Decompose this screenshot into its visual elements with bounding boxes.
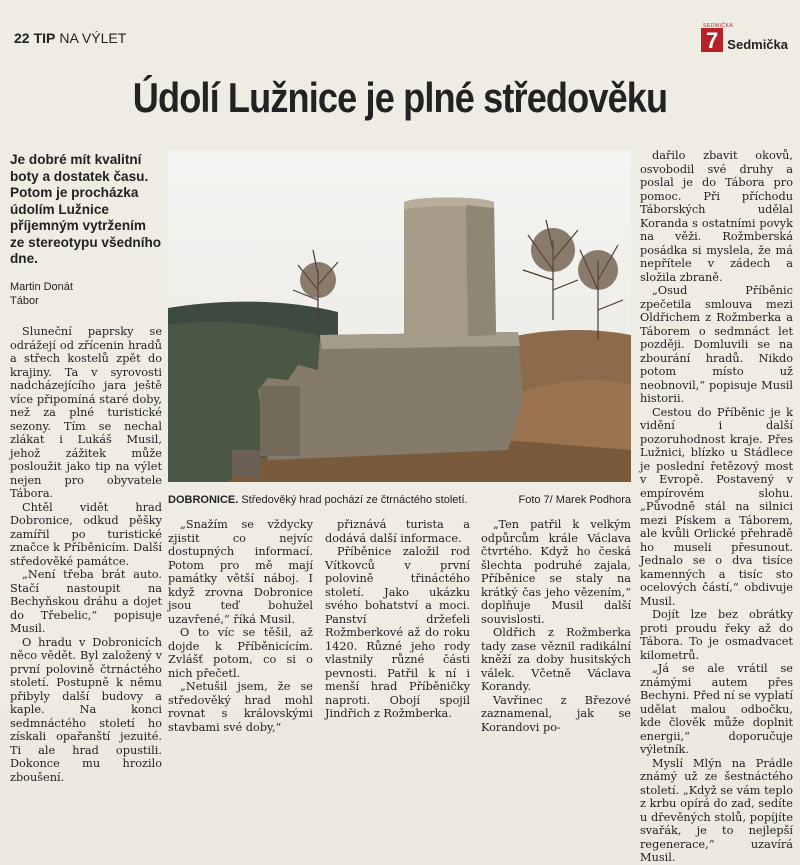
article-lead: Je dobré mít kvalitní boty a dostatek času. Potom je procházka údolím Lužnice příjemným vytržením ze stereotypu všedního dne. [10, 152, 162, 266]
castle-photo-illustration [168, 150, 631, 482]
paragraph: Cestou do Příběnic je k vidění i další pozoruhodnost kraje. Přes Lužnici, blízko u Stádlece je poslední řetězový most v Evropě. Postavený v empírovém slohu. „Původně stál na silnici mezi Pískem a Táborem, ale kvůli Orlické přehradě ho museli přesunout. Jednalo se o dva tisíce kamenných a tisíc sto ocelových částí,“ obdivuje Musil. [640, 405, 793, 608]
paragraph: „Není třeba brát auto. Stačí nastoupit na Bechyňskou dráhu a dojet do Třebelic,“ popisuje Musil. [10, 568, 162, 635]
column-5 [640, 149, 793, 865]
photo-caption [168, 494, 631, 506]
brand-number: 7 [701, 28, 723, 52]
paragraph: přiznává turista a dodává další informace. [325, 518, 470, 545]
brand-logo [701, 23, 788, 53]
page-number: 22 [14, 30, 30, 46]
paragraph: „Netušil jsem, že se středověký hrad mohl rovnat s královskými stavbami své doby,“ [168, 680, 313, 734]
paragraph: Sluneční paprsky se odrážejí od zřícenin hradů a střech kostelů zpět do krajiny. Ta v syrovosti nadcházejícího jara ještě více připomíná staré doby, než za plné turistické sezony. Tím se nechal zlákat i Lukáš Musil, jehož zážitek může posloužit jako tip na výlet nejen pro obyvatele Tábora. [10, 325, 162, 500]
paragraph: Vavřinec z Březové zaznamenal, jak se Korandovi po- [481, 693, 631, 734]
paragraph: O hradu v Dobronicích něco vědět. Byl založený v první polovině čtrnáctého století. Postupně k němu přibyly další budovy a kaple. Na konci sedmnáctého století ho získali opařanští jezuité. Ti ale hrad opustili. Dokonce mu hrozilo zboušení. [10, 635, 162, 784]
paragraph: „Snažím se vždycky zjistit co nejvíc dostupných informací. Potom pro mě mají památky větší náboj. I když zrovna Dobronice jsou teď bohužel uzavřené,“ říká Musil. [168, 518, 313, 626]
paragraph: „Já se ale vrátil se známými autem přes Bechyni. Před ní se vyplatí udělat malou odbočku, kde člověk může doplnit energii,“ doporučuje výletník. [640, 662, 793, 756]
paragraph: O to víc se těšil, až dojde k Příběnicícím. Zvlášť potom, co si o nich přečetl. [168, 626, 313, 680]
author-block [10, 280, 73, 308]
column-1 [10, 325, 162, 784]
paragraph: „Ten patřil k velkým odpůrcům krále Václava čtvrtého. Když ho česká šlechta podruhé zajala, Příběnice se staly na krátký čas jeho vězením,“ doplňuje Musil další souvislosti. [481, 518, 631, 626]
author-name: Martin Donát [10, 281, 73, 293]
column-4 [481, 518, 631, 734]
page-header [14, 30, 126, 46]
paragraph: „Osud Příběnic zpečetila smlouva mezi Oldřichem z Rožmberka a Táborem o sedmnáct let později. Domluvili se na zbourání hradů. Nikdo potom místo už neobnovil,“ popisuje Musil historii. [640, 284, 793, 405]
section-name: NA VÝLET [59, 30, 127, 46]
brand-small-text: SEDMIČKA [703, 23, 734, 29]
paragraph: Dojít lze bez obrátky proti proudu řeky až do Tábora. To je osmadvacet kilometrů. [640, 608, 793, 662]
caption-text: Středověký hrad pochází ze čtrnáctého století. [241, 494, 468, 506]
article-headline: Údolí Lužnice je plné středověku [132, 74, 668, 121]
column-2 [168, 518, 313, 734]
column-3 [325, 518, 470, 721]
brand-name: Sedmička [727, 37, 788, 52]
author-place: Tábor [10, 295, 39, 307]
section-tip: TIP [33, 30, 56, 46]
paragraph: Oldřich z Rožmberka tady zase věznil radikální kněží za doby husitských válek. Včetně Václava Korandy. [481, 626, 631, 693]
paragraph: Myslí Mlýn na Prádle známý už ze šestnáctého století. „Když se vám teplo z krbu opírá do zad, sedíte u dřevěných stolů, popíjíte svařák, je to nejlepší regenerace,“ uzavírá Musil. [640, 756, 793, 864]
paragraph: Příběnice založil rod Vítkovců v první polovině třináctého století. Jako ukázku svého bohatství a moci. Panství držeťeli Rožmberkové až do roku 1420. Různé jeho rody vlastnily různé části pevnosti. Patřil k ní i menší hrad Příběničky naproti. Obojí spojil Jindřich z Rožmberka. [325, 545, 470, 720]
photo-credit: Foto 7/ Marek Podhora [518, 494, 631, 506]
paragraph: dařilo zbavit okovů, osvobodil své druhy a poslal je do Tábora pro pomoc. Při příchodu Táborských udělal Koranda s ostatními povyk na věži. Rožmberská posádka si myslela, že má nepřítele v zádech a složila zbraně. [640, 149, 793, 284]
castle-photo [168, 150, 631, 482]
paragraph: Chtěl vidět hrad Dobronice, odkud pěšky zamířil po turistické značce k Příběnicím. Další středověké památce. [10, 500, 162, 568]
caption-label: DOBRONICE. [168, 494, 239, 506]
